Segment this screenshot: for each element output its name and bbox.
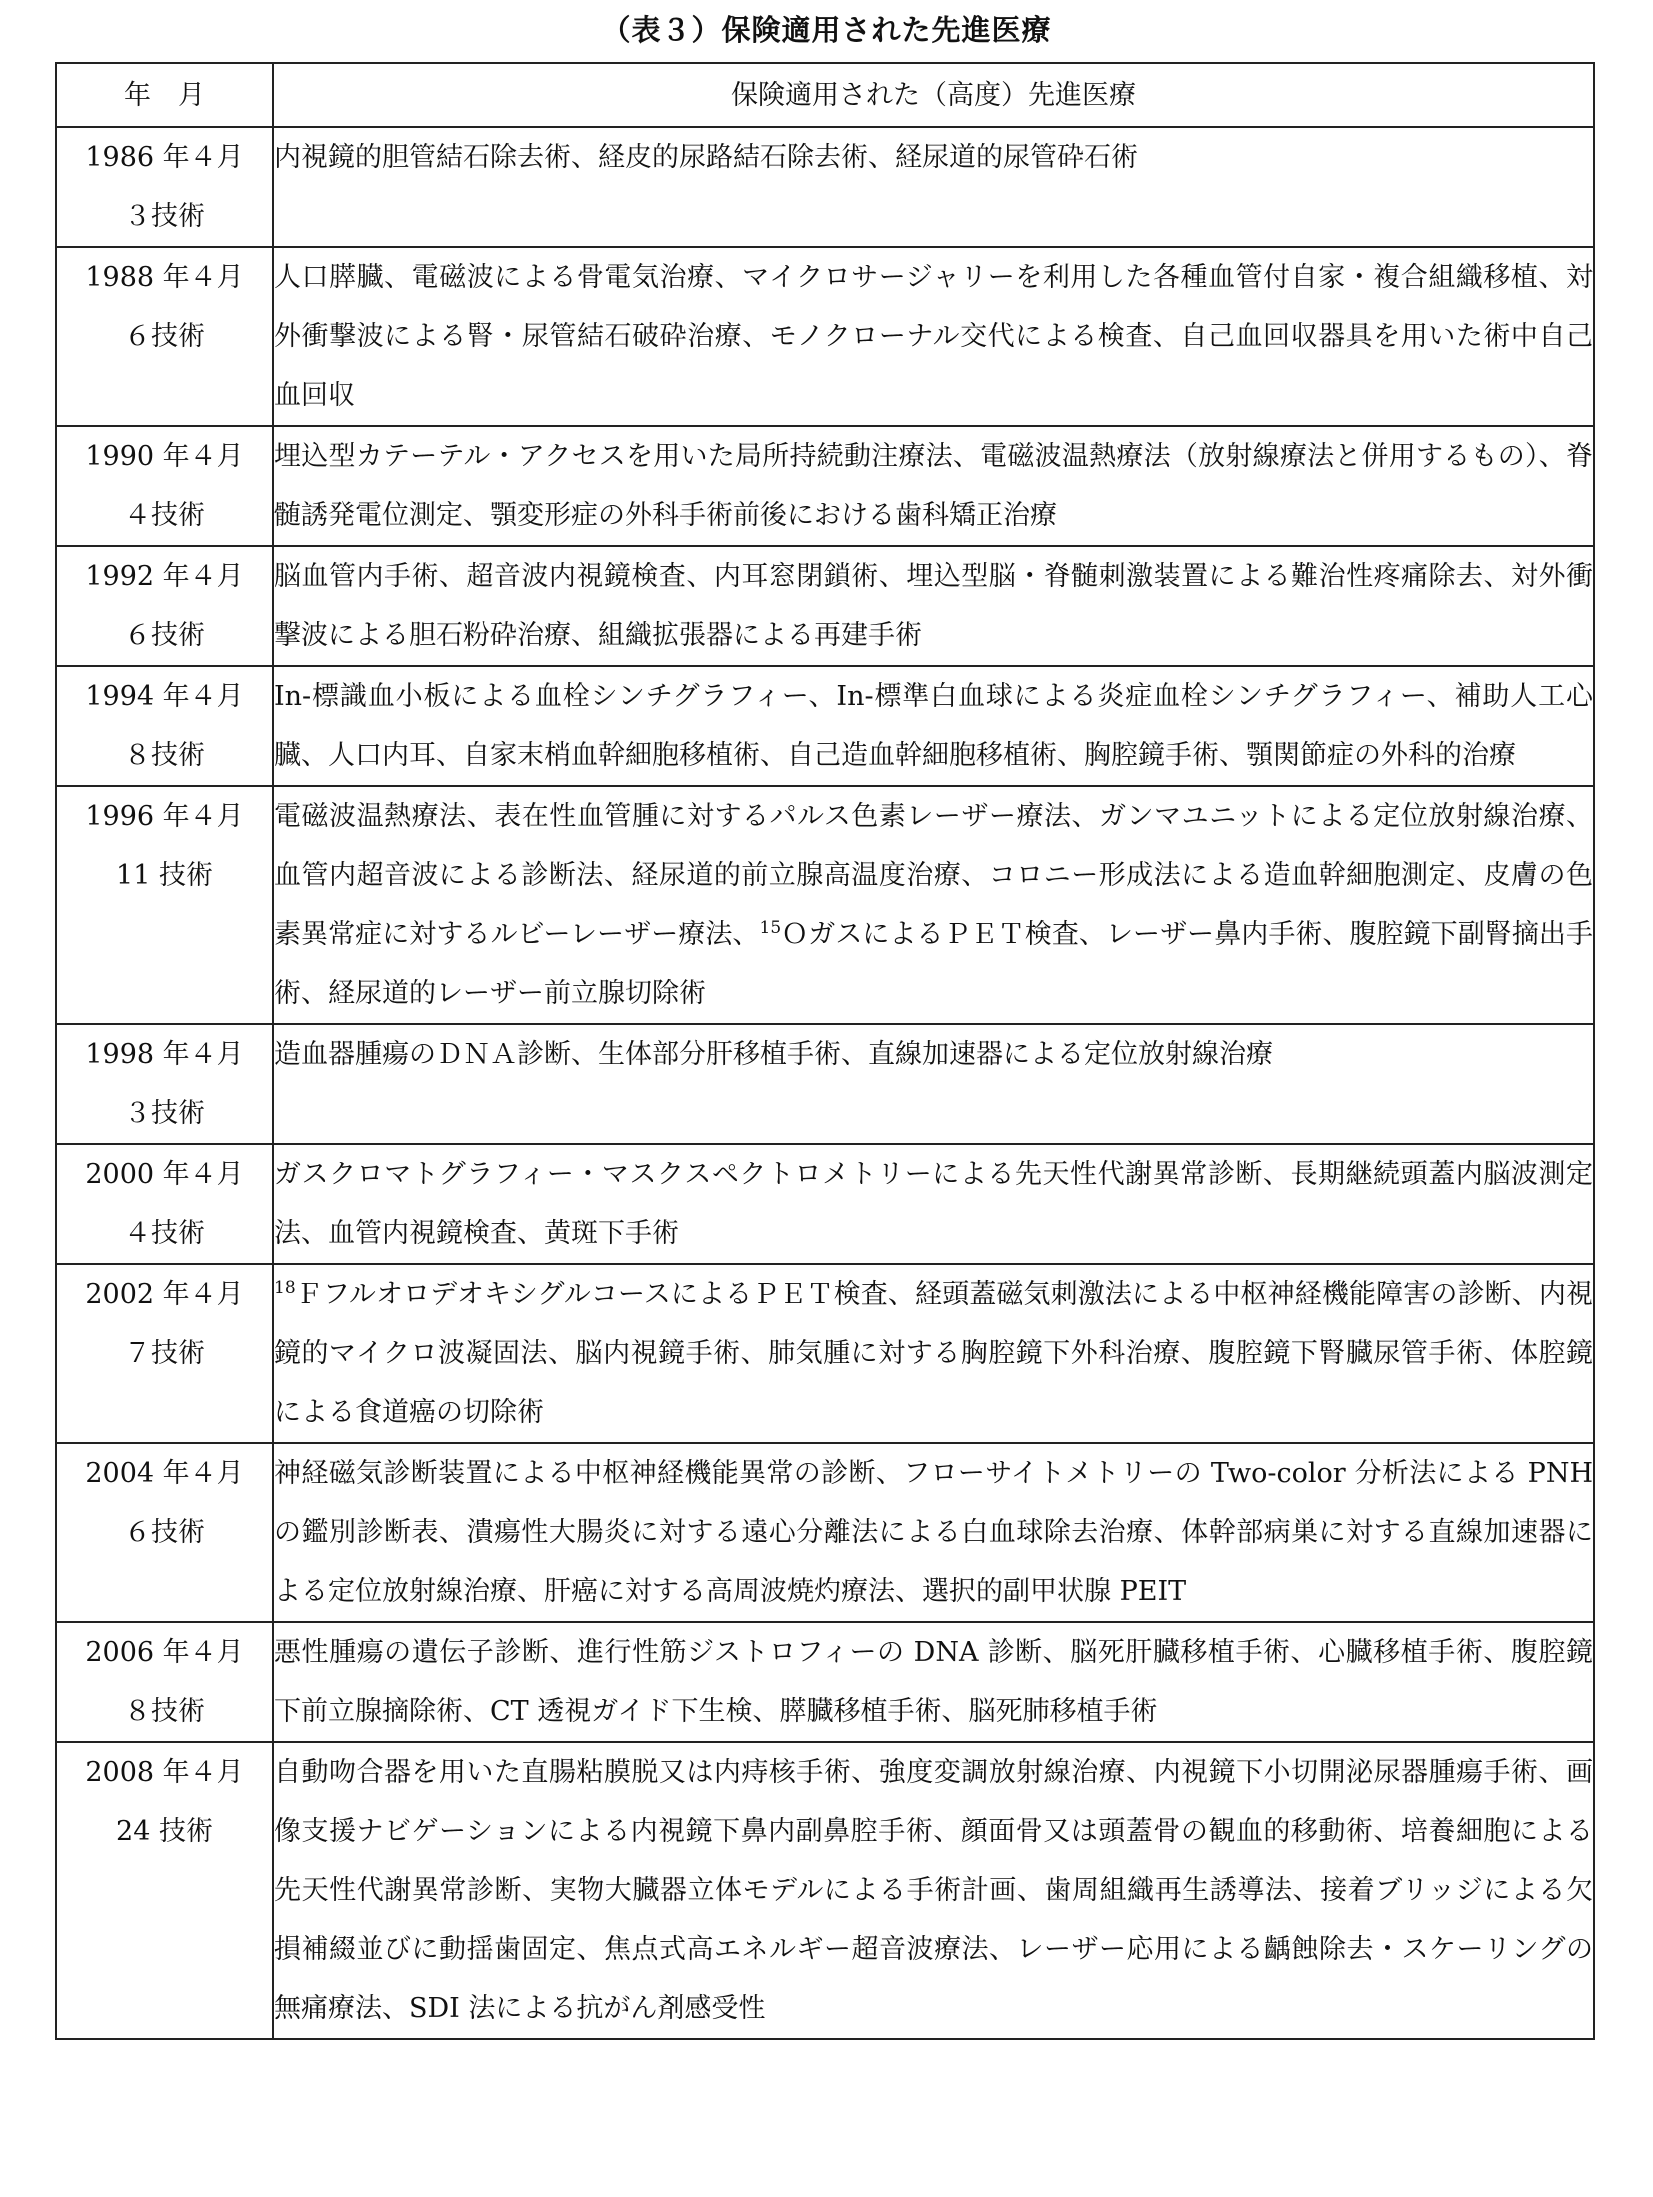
description-cell <box>273 786 1594 1024</box>
date-label: 2000 年４月 <box>85 1159 244 1190</box>
date-label: 2002 年４月 <box>85 1279 244 1310</box>
description-cell: 埋込型カテーテル・アクセスを用いた局所持続動注療法、電磁波温熱療法（放射線療法と併用するもの）、脊髄誘発電位測定、顎変形症の外科手術前後における歯科矯正治療 <box>273 426 1594 546</box>
description-cell: 内視鏡的胆管結石除去術、経皮的尿路結石除去術、経尿道的尿管砕石術 <box>273 127 1594 247</box>
date-cell <box>56 247 273 426</box>
description-text: ＯガスによるＰＥＴ検査、レーザー鼻内手術、腹腔鏡下副腎摘出手術、経尿道的レーザー前立腺切除術 <box>274 919 1593 1009</box>
table-row <box>56 426 1594 546</box>
description-cell <box>273 1264 1594 1443</box>
table-header-row <box>56 63 1594 127</box>
technique-count: ７技術 <box>124 1338 205 1369</box>
header-date: 年 月 <box>56 63 273 127</box>
technique-count: ６技術 <box>124 321 205 352</box>
isotope-superscript: 15 <box>759 918 782 938</box>
table-row <box>56 247 1594 426</box>
table-row <box>56 666 1594 786</box>
date-label: 2006 年４月 <box>85 1637 244 1668</box>
date-cell <box>56 1742 273 2039</box>
date-label: 2004 年４月 <box>85 1458 244 1489</box>
date-cell <box>56 786 273 1024</box>
technique-count: 24 技術 <box>116 1816 213 1847</box>
date-cell <box>56 1622 273 1742</box>
advanced-medicine-table <box>55 62 1595 2040</box>
description-cell: 神経磁気診断装置による中枢神経機能異常の診断、フローサイトメトリーの Two-color 分析法による PNH の鑑別診断表、潰瘍性大腸炎に対する遠心分離法による白血球除去治療、体幹部病巣に対する直線加速器による定位放射線治療、肝癌に対する高周波焼灼療法、選択的副甲状腺 PEIT <box>273 1443 1594 1622</box>
date-cell <box>56 1024 273 1144</box>
table-caption: （表３）保険適用された先進医療 <box>601 13 1052 47</box>
technique-count: ６技術 <box>124 1517 205 1548</box>
date-cell <box>56 1264 273 1443</box>
date-label: 1992 年４月 <box>85 561 244 592</box>
table-row <box>56 1024 1594 1144</box>
table-row <box>56 1144 1594 1264</box>
description-cell: In-標識血小板による血栓シンチグラフィー、In-標準白血球による炎症血栓シンチグラフィー、補助人工心臓、人口内耳、自家末梢血幹細胞移植術、自己造血幹細胞移植術、胸腔鏡手術、顎関節症の外科的治療 <box>273 666 1594 786</box>
technique-count: ６技術 <box>124 620 205 651</box>
date-cell <box>56 1443 273 1622</box>
table-row <box>56 1443 1594 1622</box>
technique-count: ８技術 <box>124 740 205 771</box>
date-label: 1986 年４月 <box>85 142 244 173</box>
description-cell: 悪性腫瘍の遺伝子診断、進行性筋ジストロフィーの DNA 診断、脳死肝臓移植手術、心臓移植手術、腹腔鏡下前立腺摘除術、CT 透視ガイド下生検、膵臓移植手術、脳死肺移植手術 <box>273 1622 1594 1742</box>
description-text: ＦフルオロデオキシグルコースによるＰＥＴ検査、経頭蓋磁気刺激法による中枢神経機能障害の診断、内視鏡的マイクロ波凝固法、脳内視鏡手術、肺気腫に対する胸腔鏡下外科治療、腹腔鏡下腎臓尿管手術、体腔鏡による食道癌の切除術 <box>274 1279 1593 1428</box>
description-cell: 造血器腫瘍のＤＮＡ診断、生体部分肝移植手術、直線加速器による定位放射線治療 <box>273 1024 1594 1144</box>
table-row <box>56 1742 1594 2039</box>
description-cell: 自動吻合器を用いた直腸粘膜脱又は内痔核手術、強度変調放射線治療、内視鏡下小切開泌尿器腫瘍手術、画像支援ナビゲーションによる内視鏡下鼻内副鼻腔手術、顔面骨又は頭蓋骨の観血的移動術、培養細胞による先天性代謝異常診断、実物大臓器立体モデルによる手術計画、歯周組織再生誘導法、接着ブリッジによる欠損補綴並びに動揺歯固定、焦点式高エネルギー超音波療法、レーザー応用による齲蝕除去・スケーリングの無痛療法、SDI 法による抗がん剤感受性 <box>273 1742 1594 2039</box>
date-label: 2008 年４月 <box>85 1757 244 1788</box>
description-cell: 人口膵臓、電磁波による骨電気治療、マイクロサージャリーを利用した各種血管付自家・複合組織移植、対外衝撃波による腎・尿管結石破砕治療、モノクローナル交代による検査、自己血回収器具を用いた術中自己血回収 <box>273 247 1594 426</box>
technique-count: ３技術 <box>124 1098 205 1129</box>
date-label: 1990 年４月 <box>85 441 244 472</box>
date-label: 1994 年４月 <box>85 681 244 712</box>
description-cell: ガスクロマトグラフィー・マスクスペクトロメトリーによる先天性代謝異常診断、長期継続頭蓋内脳波測定法、血管内視鏡検査、黄斑下手術 <box>273 1144 1594 1264</box>
date-label: 1996 年４月 <box>85 801 244 832</box>
table-row <box>56 127 1594 247</box>
description-text: 電磁波温熱療法、表在性血管腫に対するパルス色素レーザー療法、ガンマユニットによる定位放射線治療、血管内超音波による診断法、経尿道的前立腺高温度治療、コロニー形成法による造血幹細胞測定、皮膚の色素異常症に対するルビーレーザー療法、 <box>274 801 1593 950</box>
date-cell <box>56 127 273 247</box>
technique-count: ４技術 <box>124 1218 205 1249</box>
technique-count: ４技術 <box>124 500 205 531</box>
isotope-superscript: 18 <box>274 1278 296 1298</box>
table-row <box>56 1622 1594 1742</box>
date-cell <box>56 1144 273 1264</box>
date-cell <box>56 426 273 546</box>
date-label: 1988 年４月 <box>85 262 244 293</box>
table-row <box>56 546 1594 666</box>
date-label: 1998 年４月 <box>85 1039 244 1070</box>
technique-count: ８技術 <box>124 1696 205 1727</box>
technique-count: ３技術 <box>124 201 205 232</box>
date-cell <box>56 546 273 666</box>
header-description: 保険適用された（高度）先進医療 <box>273 63 1594 127</box>
description-cell: 脳血管内手術、超音波内視鏡検査、内耳窓閉鎖術、埋込型脳・脊髄刺激装置による難治性疼痛除去、対外衝撃波による胆石粉砕治療、組織拡張器による再建手術 <box>273 546 1594 666</box>
date-cell <box>56 666 273 786</box>
technique-count: 11 技術 <box>116 860 213 891</box>
table-row <box>56 786 1594 1024</box>
table-row <box>56 1264 1594 1443</box>
